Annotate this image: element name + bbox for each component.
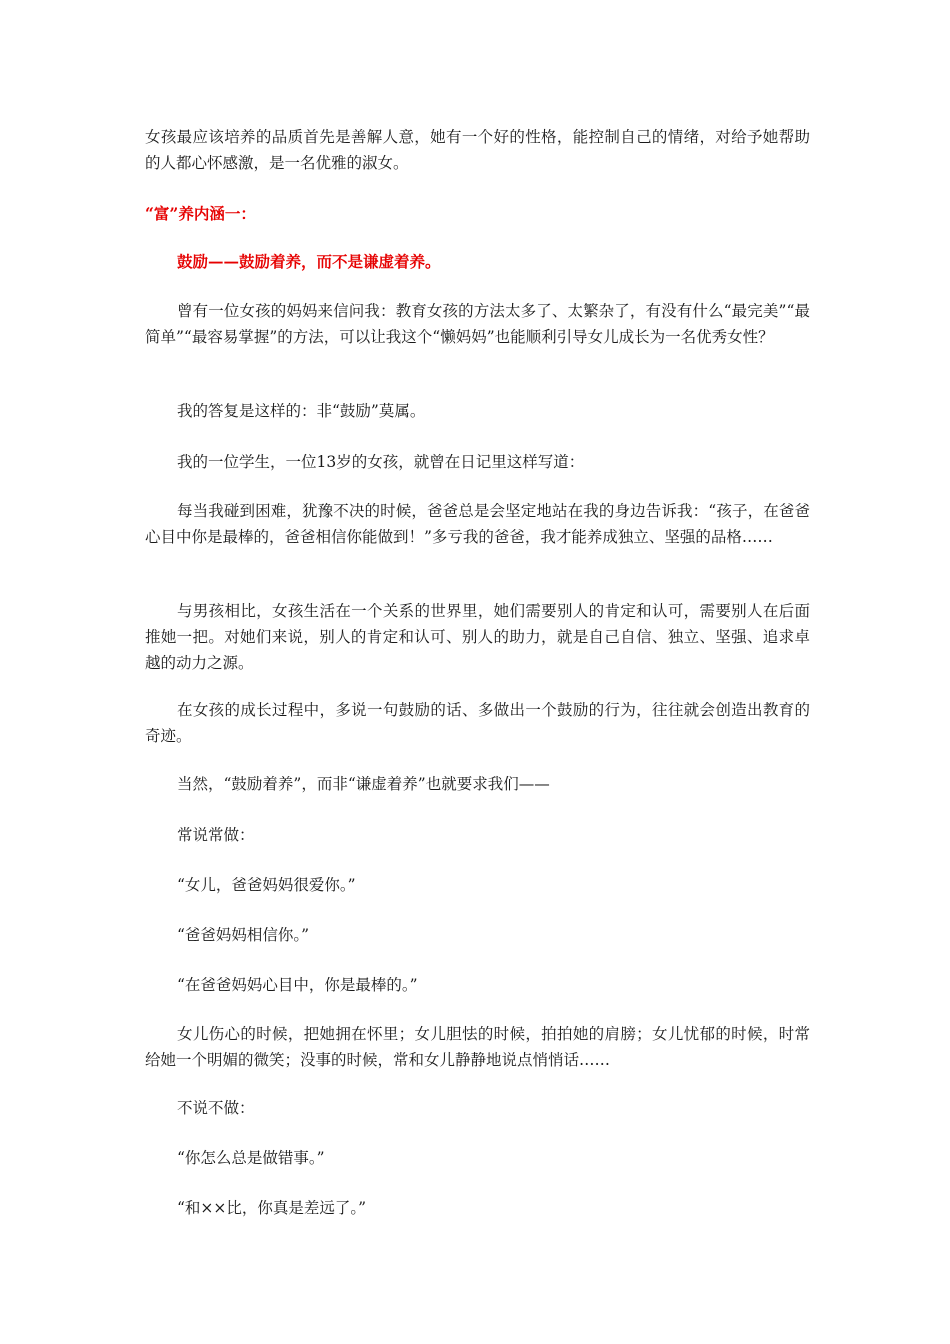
do-quote-trust: “爸爸妈妈相信你。” (177, 926, 310, 944)
growth-process-paragraph: 在女孩的成长过程中，多说一句鼓励的话、多做出一个鼓励的行为，往往就会创造出教育的奇迹。 (145, 701, 810, 745)
encourage-requirement-paragraph: 当然，“鼓励着养”，而非“谦虚着养”也就要求我们—— (177, 775, 550, 793)
dont-list-heading: 不说不做： (177, 1099, 255, 1117)
dont-quote-mistakes: “你怎么总是做错事。” (177, 1149, 325, 1167)
section-subheading: 鼓励——鼓励着养，而不是谦虚着养。 (177, 252, 441, 271)
do-quote-best: “在爸爸妈妈心目中，你是最棒的。” (177, 976, 418, 994)
diary-quote-paragraph: 每当我碰到困难，犹豫不决的时候，爸爸总是会坚定地站在我的身边告诉我：“孩子，在爸爸心目中你是最棒的，爸爸相信你能做到！”多亏我的爸爸，我才能养成独立、坚强的品格…… (145, 502, 810, 546)
do-list-heading: 常说常做： (177, 826, 255, 844)
mother-question-paragraph: 曾有一位女孩的妈妈来信问我：教育女孩的方法太多了、太繁杂了，有没有什么“最完美”“最简单”“最容易掌握”的方法，可以让我这个“懒妈妈”也能顺利引导女儿成长为一名优秀女性？ (145, 302, 810, 346)
dont-quote-compare: “和××比，你真是差远了。” (177, 1199, 367, 1217)
answer-paragraph: 我的答复是这样的：非“鼓励”莫属。 (177, 402, 426, 420)
section-heading: “富”养内涵一： (145, 204, 256, 223)
comfort-actions-paragraph: 女儿伤心的时候，把她拥在怀里；女儿胆怯的时候，拍拍她的肩膀；女儿忧郁的时候，时常给她一个明媚的微笑；没事的时候，常和女儿静静地说点悄悄话…… (145, 1025, 810, 1069)
do-quote-love: “女儿，爸爸妈妈很爱你。” (177, 876, 356, 894)
girls-vs-boys-paragraph: 与男孩相比，女孩生活在一个关系的世界里，她们需要别人的肯定和认可，需要别人在后面推她一把。对她们来说，别人的肯定和认可、别人的助力，就是自己自信、独立、坚强、追求卓越的动力之源。 (145, 602, 810, 672)
intro-paragraph: 女孩最应该培养的品质首先是善解人意，她有一个好的性格，能控制自己的情绪，对给予她帮助的人都心怀感激，是一名优雅的淑女。 (145, 128, 810, 172)
student-diary-intro: 我的一位学生，一位13岁的女孩，就曾在日记里这样写道： (177, 453, 585, 471)
